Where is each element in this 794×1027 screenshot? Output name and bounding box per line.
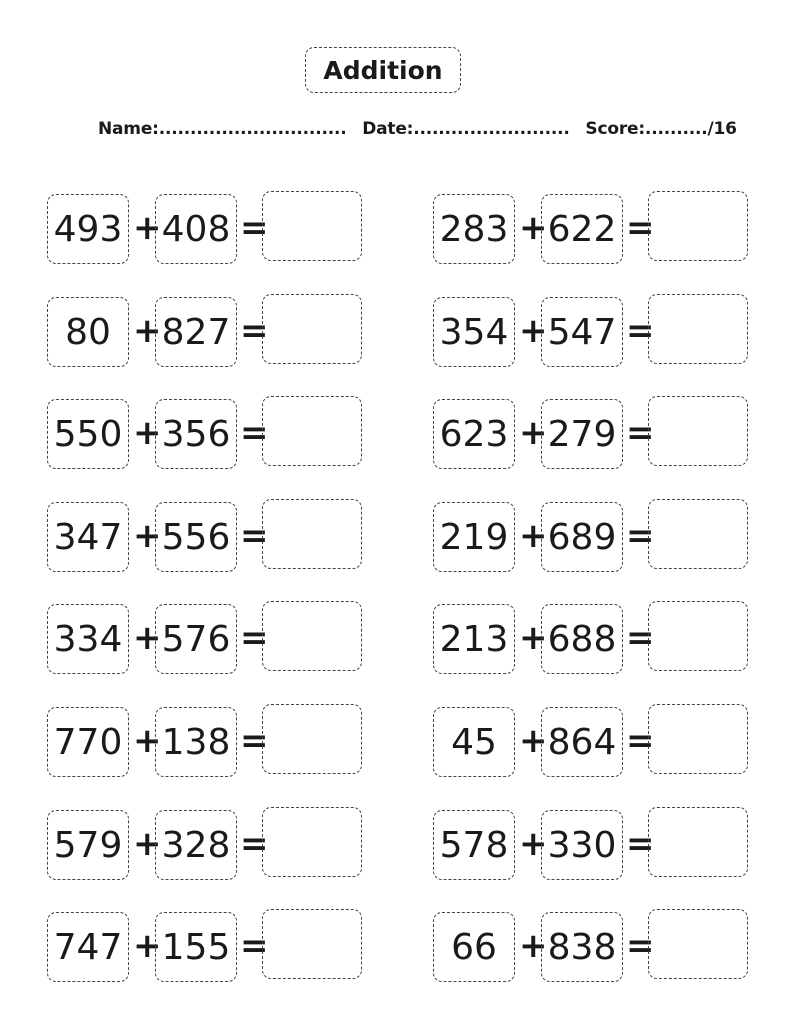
first-addend: 579 xyxy=(47,810,129,880)
first-addend: 66 xyxy=(433,912,515,982)
second-addend: 328 xyxy=(155,810,237,880)
equals-sign: = xyxy=(240,516,269,556)
first-addend: 80 xyxy=(47,297,129,367)
equals-sign: = xyxy=(626,926,655,966)
answer-box[interactable] xyxy=(648,807,748,877)
first-addend: 334 xyxy=(47,604,129,674)
problem-row xyxy=(433,502,753,574)
equals-sign: = xyxy=(626,618,655,658)
second-addend: 576 xyxy=(155,604,237,674)
answer-box[interactable] xyxy=(262,704,362,774)
date-field[interactable]: Date:......................... xyxy=(362,119,570,139)
problem-row xyxy=(433,297,753,369)
student-info-line xyxy=(98,119,737,139)
second-addend: 556 xyxy=(155,502,237,572)
first-addend: 623 xyxy=(433,399,515,469)
equals-sign: = xyxy=(626,721,655,761)
answer-box[interactable] xyxy=(648,191,748,261)
problem-row xyxy=(47,912,367,984)
second-addend: 688 xyxy=(541,604,623,674)
equals-sign: = xyxy=(626,516,655,556)
answer-box[interactable] xyxy=(262,396,362,466)
plus-sign: + xyxy=(519,824,548,864)
answer-box[interactable] xyxy=(648,601,748,671)
first-addend: 354 xyxy=(433,297,515,367)
plus-sign: + xyxy=(133,721,162,761)
equals-sign: = xyxy=(240,721,269,761)
first-addend: 45 xyxy=(433,707,515,777)
second-addend: 689 xyxy=(541,502,623,572)
plus-sign: + xyxy=(133,516,162,556)
second-addend: 827 xyxy=(155,297,237,367)
problem-row xyxy=(47,810,367,882)
equals-sign: = xyxy=(240,311,269,351)
plus-sign: + xyxy=(519,311,548,351)
equals-sign: = xyxy=(240,926,269,966)
second-addend: 330 xyxy=(541,810,623,880)
answer-box[interactable] xyxy=(648,909,748,979)
problem-row xyxy=(47,707,367,779)
first-addend: 578 xyxy=(433,810,515,880)
equals-sign: = xyxy=(240,413,269,453)
problem-row xyxy=(433,810,753,882)
plus-sign: + xyxy=(519,208,548,248)
equals-sign: = xyxy=(240,208,269,248)
plus-sign: + xyxy=(133,618,162,658)
answer-box[interactable] xyxy=(648,499,748,569)
second-addend: 408 xyxy=(155,194,237,264)
problem-row xyxy=(47,194,367,266)
equals-sign: = xyxy=(626,311,655,351)
first-addend: 213 xyxy=(433,604,515,674)
answer-box[interactable] xyxy=(262,807,362,877)
second-addend: 622 xyxy=(541,194,623,264)
equals-sign: = xyxy=(626,208,655,248)
second-addend: 279 xyxy=(541,399,623,469)
first-addend: 283 xyxy=(433,194,515,264)
answer-box[interactable] xyxy=(262,191,362,261)
score-field: Score:........../16 xyxy=(585,119,737,139)
problem-row xyxy=(433,399,753,471)
equals-sign: = xyxy=(626,824,655,864)
answer-box[interactable] xyxy=(648,704,748,774)
first-addend: 493 xyxy=(47,194,129,264)
equals-sign: = xyxy=(240,618,269,658)
plus-sign: + xyxy=(133,926,162,966)
answer-box[interactable] xyxy=(648,396,748,466)
plus-sign: + xyxy=(519,516,548,556)
first-addend: 347 xyxy=(47,502,129,572)
problem-row xyxy=(433,604,753,676)
second-addend: 864 xyxy=(541,707,623,777)
problem-row xyxy=(47,297,367,369)
plus-sign: + xyxy=(133,824,162,864)
answer-box[interactable] xyxy=(262,499,362,569)
second-addend: 547 xyxy=(541,297,623,367)
answer-box[interactable] xyxy=(262,601,362,671)
equals-sign: = xyxy=(240,824,269,864)
second-addend: 356 xyxy=(155,399,237,469)
first-addend: 747 xyxy=(47,912,129,982)
first-addend: 770 xyxy=(47,707,129,777)
plus-sign: + xyxy=(133,311,162,351)
problem-row xyxy=(47,604,367,676)
first-addend: 219 xyxy=(433,502,515,572)
plus-sign: + xyxy=(519,926,548,966)
problem-row xyxy=(433,912,753,984)
answer-box[interactable] xyxy=(262,294,362,364)
plus-sign: + xyxy=(519,413,548,453)
plus-sign: + xyxy=(519,618,548,658)
answer-box[interactable] xyxy=(262,909,362,979)
problem-row xyxy=(47,399,367,471)
answer-box[interactable] xyxy=(648,294,748,364)
problem-row xyxy=(433,194,753,266)
second-addend: 155 xyxy=(155,912,237,982)
problem-row xyxy=(433,707,753,779)
first-addend: 550 xyxy=(47,399,129,469)
name-field[interactable]: Name:.............................. xyxy=(98,119,347,139)
equals-sign: = xyxy=(626,413,655,453)
second-addend: 838 xyxy=(541,912,623,982)
problem-row xyxy=(47,502,367,574)
plus-sign: + xyxy=(133,413,162,453)
second-addend: 138 xyxy=(155,707,237,777)
plus-sign: + xyxy=(133,208,162,248)
plus-sign: + xyxy=(519,721,548,761)
worksheet-title: Addition xyxy=(305,47,461,93)
